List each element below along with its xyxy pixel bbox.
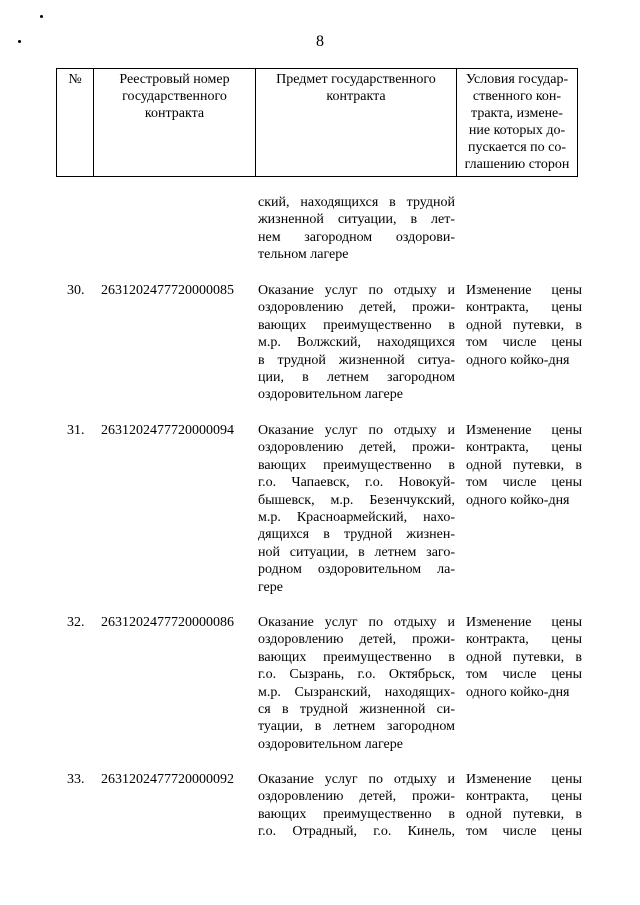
text-line: нем загородном оздорови- — [258, 229, 455, 245]
text-line: гере — [258, 579, 283, 595]
text-line: ский, находящихся в трудной — [258, 195, 455, 210]
text-line: одной путевки, в — [466, 317, 582, 333]
text-line: вающих преимущественно в — [258, 317, 455, 333]
text-line: жизненной ситуации, в лет- — [258, 212, 455, 228]
text-line: одного койко-дня — [466, 492, 570, 508]
scan-speck — [40, 15, 43, 18]
registry-number: 2631202477720000092 — [101, 772, 234, 787]
text-line: тельном лагере — [258, 247, 349, 263]
text-line: том числе цены — [466, 335, 582, 351]
text-line: одной путевки, в — [466, 457, 582, 473]
text-line: туации, в летнем загородном — [258, 719, 455, 735]
text-line: одной путевки, в — [466, 806, 582, 822]
text-line: м.р. Волжский, находящихся — [258, 335, 455, 351]
header-line: глашению сторон — [464, 157, 570, 172]
text-line: Изменение цены — [466, 423, 582, 438]
text-line: оздоровительном лагере — [258, 736, 403, 752]
text-line: Оказание услуг по отдыху и — [258, 423, 455, 438]
table-header — [56, 68, 578, 177]
header-subject — [256, 69, 457, 177]
text-line: Изменение цены — [466, 283, 582, 298]
text-line: оздоровлению детей, прожи- — [258, 632, 455, 648]
registry-number: 2631202477720000086 — [101, 615, 234, 630]
text-line: оздоровительном лагере — [258, 387, 403, 403]
header-line: Реестровый номер — [119, 72, 230, 87]
registry-number: 2631202477720000094 — [101, 423, 234, 438]
text-line: г.о. Чапаевск, г.о. Новокуй- — [258, 475, 455, 491]
subject-text — [258, 614, 455, 753]
text-line: бышевск, м.р. Безенчукский, — [258, 492, 455, 508]
text-line: одной путевки, в — [466, 649, 582, 665]
text-line: г.о. Сызрань, г.о. Октябрьск, — [258, 667, 455, 683]
header-registry — [94, 69, 256, 177]
header-line: ние которых до- — [468, 123, 566, 138]
text-line: вающих преимущественно в — [258, 457, 455, 473]
text-line: одного койко-дня — [466, 352, 570, 368]
text-line: одного койко-дня — [466, 684, 570, 700]
row-number: 32. — [67, 615, 85, 630]
subject-text — [258, 194, 455, 264]
text-line: контракта, цены — [466, 440, 582, 456]
header-line: контракта — [144, 106, 205, 121]
page-number: 8 — [316, 33, 324, 50]
registry-number: 2631202477720000085 — [101, 283, 234, 298]
row-number: 30. — [67, 283, 85, 298]
text-line: в трудной жизненной ситуа- — [258, 352, 455, 368]
text-line: Изменение цены — [466, 615, 582, 630]
text-line: ции, в летнем загородном — [258, 370, 455, 386]
row-number: 33. — [67, 772, 85, 787]
text-line: том числе цены — [466, 667, 582, 683]
text-line: м.р. Сызранский, находящих- — [258, 684, 455, 700]
subject-text — [258, 422, 455, 596]
text-line: Оказание услуг по отдыху и — [258, 615, 455, 630]
header-line: пускается по со- — [467, 140, 567, 155]
text-line: вающих преимущественно в — [258, 649, 455, 665]
subject-text — [258, 282, 455, 404]
text-line: ной ситуации, в летнем заго- — [258, 544, 455, 560]
header-line: тракта, измене- — [471, 106, 563, 121]
text-line: Оказание услуг по отдыху и — [258, 772, 455, 787]
text-line: ся в трудной жизненной си- — [258, 702, 455, 718]
text-line: том числе цены — [466, 475, 582, 491]
text-line: оздоровлению детей, прожи- — [258, 300, 455, 316]
text-line: Оказание услуг по отдыху и — [258, 283, 455, 298]
conditions-text — [466, 771, 582, 841]
text-line: г.о. Отрадный, г.о. Кинель, — [258, 824, 455, 840]
header-line: Условия государ- — [465, 72, 569, 87]
conditions-text — [466, 282, 582, 369]
subject-text — [258, 771, 455, 841]
text-line: контракта, цены — [466, 300, 582, 316]
row-number: 31. — [67, 423, 85, 438]
text-line: вающих преимущественно в — [258, 806, 455, 822]
header-number: № — [57, 69, 94, 177]
text-line: контракта, цены — [466, 789, 582, 805]
text-line: родном оздоровительном ла- — [258, 562, 455, 578]
text-line: оздоровлению детей, прожи- — [258, 440, 455, 456]
text-line: Изменение цены — [466, 772, 582, 787]
conditions-text — [466, 614, 582, 701]
conditions-text — [466, 422, 582, 509]
text-line: том числе цены — [466, 824, 582, 840]
header-line: Предмет государственного — [276, 72, 436, 87]
text-line: оздоровлению детей, прожи- — [258, 789, 455, 805]
header-line: ственного кон- — [472, 89, 562, 104]
text-line: м.р. Красноармейский, нахо- — [258, 510, 455, 526]
text-line: контракта, цены — [466, 632, 582, 648]
header-conditions — [457, 69, 578, 177]
header-line: контракта — [326, 89, 386, 104]
text-line: дящихся в трудной жизнен- — [258, 527, 455, 543]
header-line: государственного — [122, 89, 227, 104]
